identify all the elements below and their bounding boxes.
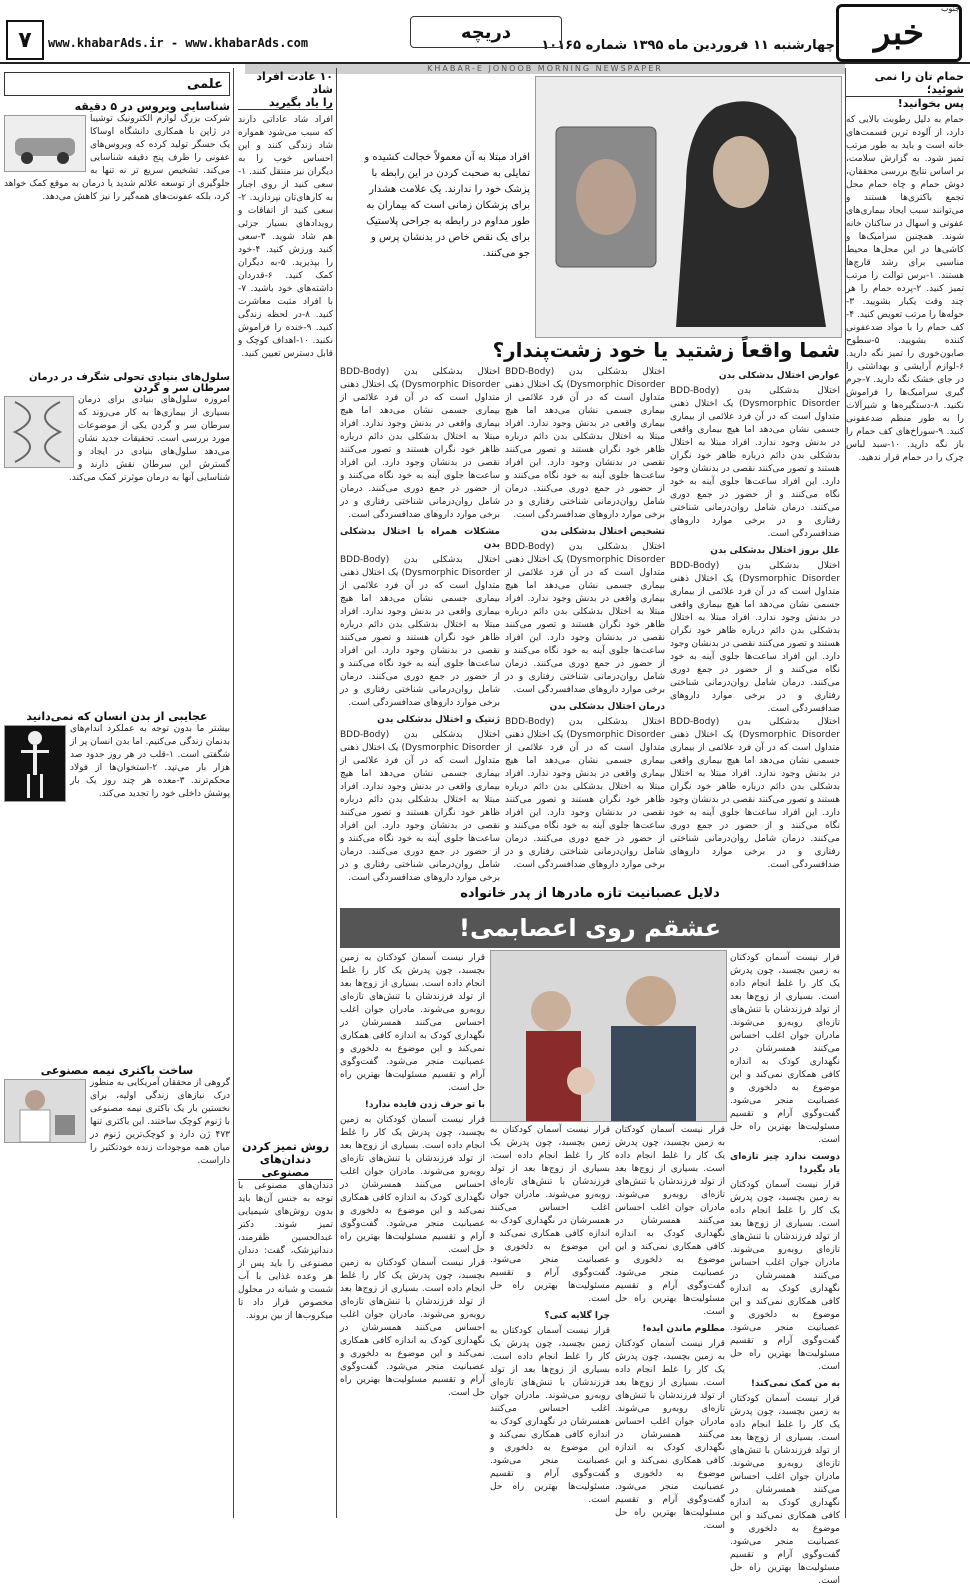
bathroom-body: حمام به دلیل رطوبت بالایی که دارد، از آلوده ترین قسمت‌های خانه است و باید به طور مرتب تمیز شود. به گزارش سلامت، بر اساس نتایج بررسی محققان، دوش حمام و چاه حمام محل تجمع باکتری‌ها هستند و می‌توانند سبب ایجاد بیماری‌های عفونی و اسهال در ساکنان خانه شوند. همچنین سرامیک‌ها و کاشی‌ها در این محل‌ها محیط مناسبی برای رشد قارچ‌ها هستند. ۱-برس توالت را مرتب تمیز کنید. ۲-پرده حمام را هر چند وقت یکبار بشویید. ۳-حوله‌ها را مرتب تعویض کنید. ۴-کف حمام را با مواد ضدعفونی کننده بشویید. ۵-سطوح صابون‌خوری را تمیز نگه دارید. ۶-لوازم آرایشی و بهداشتی را در جای خشک نگه دارید. ۷-جرم گیری سرامیک‌ها را فراموش نکنید. ۸-دستگیره‌ها و شیرآلات را به طور منظم ضدعفونی کنید. ۹-سوراخ‌های کف حمام را باز نگه دارید. ۱۰-سبد لباس چرک را در حمام قرار ندهید.: [846, 115, 965, 463]
feature-subhead-1: عوارض اختلال بدشکلی بدن: [718, 371, 840, 381]
family-image: [491, 951, 726, 1121]
feature-headline: شما واقعاً زشتید یا خود زشت‌پندار؟: [492, 338, 840, 362]
science-article-1: [4, 100, 230, 368]
bottom-subhead-1: دوست ندارد چیز تازه‌ای یاد بگیرد!: [730, 1152, 840, 1175]
feature-body-3: اختلال بدشکلی بدن (BDD-Body Dysmorphic Disorder) یک اختلال ذهنی متداول است که در آن فرد علائمی از بیماری جسمی نشان می‌دهد اما هیچ بیماری واقعی در بدنش وجود ندارد. افراد مبتلا به اختلال بدشکلی بدن دائم درباره ظاهر خود نگران هستند و تصور می‌کنند نقصی در بدنشان وجود دارد. این افراد ساعت‌ها جلوی آینه به خود نگاه می‌کنند و از حضور در جمع دوری می‌کنند. درمان شامل روان‌درمانی شناختی رفتاری و در برخی موارد داروهای ضدافسردگی است.: [340, 367, 500, 520]
feature-col-1: [670, 366, 840, 881]
bottom-headline: عشقم روی اعصابمی!: [340, 908, 840, 948]
logo-sub: جنوب: [940, 4, 960, 13]
article-4-title: ساخت باکتری نیمه مصنوعی: [40, 1064, 194, 1077]
habits-subtitle: را یاد بگیرید: [238, 96, 333, 110]
bottom-body-4c: قرار نیست آسمان کودکتان به زمین بچسبد، چون پدرش یک کار را غلط انجام داده است. بسیاری از زوج‌ها بعد از تولد فرزندشان با تنش‌های تازه‌ای روبه‌رو می‌شوند. مادران جوان اغلب احساس می‌کنند همسرشان در نگهداری کودک به اندازه کافی همکاری نمی‌کند و این موضوع به دلخوری و عصبانیت منجر می‌شود. گفت‌وگوی آرام و تقسیم مسئولیت‌ها بهترین راه حل است.: [340, 1258, 485, 1398]
habits-title: ۱۰ عادت افراد شاد: [256, 70, 333, 96]
woman-mirror-image: [536, 77, 841, 337]
article-3-body: بیشتر ما بدون توجه به عملکرد اندام‌های بدنمان زندگی می‌کنیم. اما بدن انسان پر از شگفتی است. ۱-قلب در هر روز حدود صد هزار بار می‌تپد. ۲-استخوان‌ها از فولاد محکم‌ترند. ۳-معده هر چند روز یک بار پوشش داخلی خود را تجدید می‌کند.: [70, 724, 231, 799]
science-label: علمی: [186, 76, 223, 92]
denture-title: روش تمیز کردن: [241, 1140, 330, 1153]
feature-subhead-3: تشخیص اختلال بدشکلی بدن: [541, 527, 665, 537]
bottom-subhead-4: چرا گلایه کنی؟: [544, 1311, 610, 1321]
family-photo: [490, 950, 727, 1122]
bathroom-article: [846, 70, 964, 1534]
bottom-body-4: قرار نیست آسمان کودکتان به زمین بچسبد، چون پدرش یک کار را غلط انجام داده است. بسیاری از زوج‌ها بعد از تولد فرزندشان با تنش‌های تازه‌ای روبه‌رو می‌شوند. مادران جوان اغلب احساس می‌کنند همسرشان در نگهداری کودک به اندازه کافی همکاری نمی‌کند و این موضوع به دلخوری و عصبانیت منجر می‌شود. گفت‌وگوی آرام و تقسیم مسئولیت‌ها بهترین راه حل است.: [340, 953, 485, 1093]
feature-body-2c: اختلال بدشکلی بدن (BDD-Body Dysmorphic Disorder) یک اختلال ذهنی متداول است که در آن فرد علائمی از بیماری جسمی نشان می‌دهد اما هیچ بیماری واقعی در بدنش وجود ندارد. افراد مبتلا به اختلال بدشکلی بدن دائم درباره ظاهر خود نگران هستند و تصور می‌کنند نقصی در بدنشان وجود دارد. این افراد ساعت‌ها جلوی آینه به خود نگاه می‌کنند و از حضور در جمع دوری می‌کنند. درمان شامل روان‌درمانی شناختی رفتاری و در برخی موارد داروهای ضدافسردگی است.: [505, 717, 665, 870]
bottom-body-4b: قرار نیست آسمان کودکتان به زمین بچسبد، چون پدرش یک کار را غلط انجام داده است. بسیاری از زوج‌ها بعد از تولد فرزندشان با تنش‌های تازه‌ای روبه‌رو می‌شوند. مادران جوان اغلب احساس می‌کنند همسرشان در نگهداری کودک به اندازه کافی همکاری نمی‌کند و این موضوع به دلخوری و عصبانیت منجر می‌شود. گفت‌وگوی آرام و تقسیم مسئولیت‌ها بهترین راه حل است.: [340, 1115, 485, 1255]
science-article-2: [4, 372, 230, 704]
feature-col-3: [340, 366, 500, 881]
habits-body-text: افراد شاد عاداتی دارند که سبب می‌شود همواره شاد زندگی کنند و این احساس خوب را به دیگران نیز منتقل کنند. ۱-سعی کنید از روی اجبار به کار‌های‌تان نپردازید. ۲-سعی کنید از اتفاقات و رویدادهای بسیار جزئی هم شاد شوید. ۳-سعی کنید ورزش کنید. ۴-خود را بپذیرید. ۵-به دیگران کمک کنید. ۶-قدردان داشته‌های خود باشید. ۷-با افراد مثبت معاشرت کنید. ۸-در لحظه زندگی کنید. ۹-خنده را فراموش نکنید. ۱۰-اهداف کوچک و قابل دسترس تعیین کنید.: [238, 115, 334, 359]
habits-article: [238, 70, 333, 1520]
bottom-kicker: دلایل عصبانیت تازه مادرها از پدر خانواده: [460, 886, 720, 901]
bottom-body-3b: قرار نیست آسمان کودکتان به زمین بچسبد، چون پدرش یک کار را غلط انجام داده است. بسیاری از زوج‌ها بعد از تولد فرزندشان با تنش‌های تازه‌ای روبه‌رو می‌شوند. مادران جوان اغلب احساس می‌کنند همسرشان در نگهداری کودک به اندازه کافی همکاری نمی‌کند و این موضوع به دلخوری و عصبانیت منجر می‌شود. گفت‌وگوی آرام و تقسیم مسئولیت‌ها بهترین راه حل است.: [490, 1326, 610, 1505]
bottom-subhead-5: با تو حرف زدن فایده ندارد!: [364, 1100, 485, 1110]
feature-subhead-2: علل بروز اختلال بدشکلی بدن: [710, 546, 840, 556]
bottom-subhead-3: مطلوم ماندن ایده!: [642, 1324, 725, 1334]
bathroom-title: حمام تان را نمی شوئید؛: [846, 70, 964, 97]
english-strip: KHABAR-E JONOOB MORNING NEWSPAPER: [245, 64, 845, 74]
feature-body-1c: اختلال بدشکلی بدن (BDD-Body Dysmorphic Disorder) یک اختلال ذهنی متداول است که در آن فرد علائمی از بیماری جسمی نشان می‌دهد اما هیچ بیماری واقعی در بدنش وجود ندارد. افراد مبتلا به اختلال بدشکلی بدن دائم درباره ظاهر خود نگران هستند و تصور می‌کنند نقصی در بدنشان وجود دارد. این افراد ساعت‌ها جلوی آینه به خود نگاه می‌کنند و از حضور در جمع دوری می‌کنند. درمان شامل روان‌درمانی شناختی رفتاری و در برخی موارد داروهای ضدافسردگی است.: [670, 717, 840, 870]
feature-body-1b: اختلال بدشکلی بدن (BDD-Body Dysmorphic Disorder) یک اختلال ذهنی متداول است که در آن فرد علائمی از بیماری جسمی نشان می‌دهد اما هیچ بیماری واقعی در بدنش وجود ندارد. افراد مبتلا به اختلال بدشکلی بدن دائم درباره ظاهر خود نگران هستند و تصور می‌کنند نقصی در بدنشان وجود دارد. این افراد ساعت‌ها جلوی آینه به خود نگاه می‌کنند و از حضور در جمع دوری می‌کنند. درمان شامل روان‌درمانی شناختی رفتاری و در برخی موارد داروهای ضدافسردگی است.: [670, 561, 840, 714]
bottom-body-1: قرار نیست آسمان کودکتان به زمین بچسبد، چون پدرش یک کار را غلط انجام داده است. بسیاری از زوج‌ها بعد از تولد فرزندشان با تنش‌های تازه‌ای روبه‌رو می‌شوند. مادران جوان اغلب احساس می‌کنند همسرشان در نگهداری کودک به اندازه کافی همکاری نمی‌کند و این موضوع به دلخوری و عصبانیت منجر می‌شود. گفت‌وگوی آرام و تقسیم مسئولیت‌ها بهترین راه حل است.: [730, 953, 840, 1145]
bottom-subhead-2: به من کمک نمی‌کند!: [750, 1379, 840, 1389]
bottom-col-4: [340, 952, 485, 1518]
bottom-col-3: [490, 1124, 610, 1518]
bottom-body-3: قرار نیست آسمان کودکتان به زمین بچسبد، چون پدرش یک کار را غلط انجام داده است. بسیاری از زوج‌ها بعد از تولد فرزندشان با تنش‌های تازه‌ای روبه‌رو می‌شوند. مادران جوان اغلب احساس می‌کنند همسرشان در نگهداری کودک به اندازه کافی همکاری نمی‌کند و این موضوع به دلخوری و عصبانیت منجر می‌شود. گفت‌وگوی آرام و تقسیم مسئولیت‌ها بهترین راه حل است.: [490, 1125, 610, 1304]
page-number: ۷: [6, 20, 44, 60]
science-section-bar: [4, 72, 230, 96]
science-article-4: [4, 1064, 230, 1457]
article-4-body: گروهی از محققان آمریکایی به منظور درک نیازهای زندگی اولیه، برای نخستین بار یک باکتری نیمه مصنوعی با ژنوم کوچک ساختند. این باکتری تنها ۴۷۳ ژن دارد و کوچک‌ترین ژنوم در میان همه موجودات زنده خودتکثیر را داراست.: [90, 1078, 230, 1166]
column-divider-2: [336, 68, 337, 1518]
denture-subtitle: دندان‌های مصنوعی: [238, 1153, 333, 1180]
feature-col-2: [505, 366, 665, 881]
science-article-3: [4, 710, 230, 1053]
denture-body: دندان‌های مصنوعی با توجه به جنس آن‌ها باید بدون روش‌های شیمیایی تمیز شوند. دکتر عبدالحسین ظفرمند، دندانپزشک، گفت: دندان مصنوعی را باید پس از هر وعده غذایی با آب شست و شبانه در محلول مخصوص قرار داد تا میکروب‌ها از بین بروند.: [238, 1181, 333, 1321]
feature-caption: افراد مبتلا به آن معمولاً خجالت کشیده و تمایلی به صحبت کردن در این رابطه با پزشک خود را ندارند. یک علامت هشدار برای پزشکان زمانی است که بیماران به طور مداوم در رابطه به جراحی پلاستیک برای یک نقص خاص در بدنشان پرس و جو می‌کنند.: [364, 152, 530, 259]
bottom-body-2b: قرار نیست آسمان کودکتان به زمین بچسبد، چون پدرش یک کار را غلط انجام داده است. بسیاری از زوج‌ها بعد از تولد فرزندشان با تنش‌های تازه‌ای روبه‌رو می‌شوند. مادران جوان اغلب احساس می‌کنند همسرشان در نگهداری کودک به اندازه کافی همکاری نمی‌کند و این موضوع به دلخوری و عصبانیت منجر می‌شود. گفت‌وگوی آرام و تقسیم مسئولیت‌ها بهترین راه حل است.: [615, 1339, 725, 1531]
habits-body: [238, 114, 333, 1134]
bottom-body-1b: قرار نیست آسمان کودکتان به زمین بچسبد، چون پدرش یک کار را غلط انجام داده است. بسیاری از زوج‌ها بعد از تولد فرزندشان با تنش‌های تازه‌ای روبه‌رو می‌شوند. مادران جوان اغلب احساس می‌کنند همسرشان در نگهداری کودک به اندازه کافی همکاری نمی‌کند و این موضوع به دلخوری و عصبانیت منجر می‌شود. گفت‌وگوی آرام و تقسیم مسئولیت‌ها بهترین راه حل است.: [730, 1180, 840, 1372]
article-3-title: عجایبی از بدن انسان که نمی‌دانید: [26, 710, 208, 723]
article-2-body: امروزه سلول‌های بنیادی برای درمان بسیاری از بیماری‌ها به کار می‌روند که سرطان سر و گردن یکی از موضوعات مورد بررسی است. تحقیقات جدید نشان می‌دهد سلول‌های بنیادی در ایجاد و گسترش این سرطان نقش دارند و شناسایی آنها به درمان موثرتر کمک می‌کند.: [68, 395, 230, 483]
issue-date: چهارشنبه ۱۱ فروردین ماه ۱۳۹۵ شماره ۱۰۱۶۵: [541, 38, 835, 53]
feature-body-2: اختلال بدشکلی بدن (BDD-Body Dysmorphic Disorder) یک اختلال ذهنی متداول است که در آن فرد علائمی از بیماری جسمی نشان می‌دهد اما هیچ بیماری واقعی در بدنش وجود ندارد. افراد مبتلا به اختلال بدشکلی بدن دائم درباره ظاهر خود نگران هستند و تصور می‌کنند نقصی در بدنشان وجود دارد. این افراد ساعت‌ها جلوی آینه به خود نگاه می‌کنند و از حضور در جمع دوری می‌کنند. درمان شامل روان‌درمانی شناختی رفتاری و در برخی موارد داروهای ضدافسردگی است.: [505, 367, 665, 520]
feature-subhead-6: ژنتیک و اختلال بدشکلی بدن: [377, 715, 500, 725]
feature-body-3c: اختلال بدشکلی بدن (BDD-Body Dysmorphic Disorder) یک اختلال ذهنی متداول است که در آن فرد علائمی از بیماری جسمی نشان می‌دهد اما هیچ بیماری واقعی در بدنش وجود ندارد. افراد مبتلا به اختلال بدشکلی بدن دائم درباره ظاهر خود نگران هستند و تصور می‌کنند نقصی در بدنشان وجود دارد. این افراد ساعت‌ها جلوی آینه به خود نگاه می‌کنند و از حضور در جمع دوری می‌کنند. درمان شامل روان‌درمانی شناختی رفتاری و در برخی موارد داروهای ضدافسردگی است.: [340, 730, 500, 883]
feature-photo: [535, 76, 842, 338]
bottom-col-2: [615, 1124, 725, 1531]
bathroom-subtitle: پس بخوانید!: [897, 97, 964, 110]
feature-body-3b: اختلال بدشکلی بدن (BDD-Body Dysmorphic Disorder) یک اختلال ذهنی متداول است که در آن فرد علائمی از بیماری جسمی نشان می‌دهد اما هیچ بیماری واقعی در بدنش وجود ندارد. افراد مبتلا به اختلال بدشکلی بدن دائم درباره ظاهر خود نگران هستند و تصور می‌کنند نقصی در بدنشان وجود دارد. این افراد ساعت‌ها جلوی آینه به خود نگاه می‌کنند و از حضور در جمع دوری می‌کنند. درمان شامل روان‌درمانی شناختی رفتاری و در برخی موارد داروهای ضدافسردگی است.: [340, 555, 500, 708]
bottom-body-1c: قرار نیست آسمان کودکتان به زمین بچسبد، چون پدرش یک کار را غلط انجام داده است. بسیاری از زوج‌ها بعد از تولد فرزندشان با تنش‌های تازه‌ای روبه‌رو می‌شوند. مادران جوان اغلب احساس می‌کنند همسرشان در نگهداری کودک به اندازه کافی همکاری نمی‌کند و این موضوع به دلخوری و عصبانیت منجر می‌شود. گفت‌وگوی آرام و تقسیم مسئولیت‌ها بهترین راه حل است.: [730, 1394, 840, 1586]
feature-subhead-4: درمان اختلال بدشکلی بدن: [549, 702, 665, 712]
section-title: دریچه: [410, 16, 562, 48]
feature-body-1: اختلال بدشکلی بدن (BDD-Body Dysmorphic Disorder) یک اختلال ذهنی متداول است که در آن فرد علائمی از بیماری جسمی نشان می‌دهد اما هیچ بیماری واقعی در بدنش وجود ندارد. افراد مبتلا به اختلال بدشکلی بدن دائم درباره ظاهر خود نگران هستند و تصور می‌کنند نقصی در بدنشان وجود دارد. این افراد ساعت‌ها جلوی آینه به خود نگاه می‌کنند و از حضور در جمع دوری می‌کنند. درمان شامل روان‌درمانی شناختی رفتاری و در برخی موارد داروهای ضدافسردگی است.: [670, 386, 840, 539]
logo-text: خبر: [873, 13, 925, 53]
article-1-title: شناسایی ویروس در ۵ دقیقه: [74, 100, 230, 113]
article-2-title: سلول‌های بنیادی تحولی شگرف در درمان سرطان سر و گردن: [29, 372, 230, 394]
bottom-col-1: [730, 952, 840, 1586]
column-divider-3: [233, 68, 234, 1518]
website-link[interactable]: www.khabarAds.ir - www.khabarAds.com: [48, 36, 309, 50]
feature-subhead-5: مشکلات همراه با اختلال بدشکلی بدن: [340, 527, 500, 550]
bottom-body-2: قرار نیست آسمان کودکتان به زمین بچسبد، چون پدرش یک کار را غلط انجام داده است. بسیاری از زوج‌ها بعد از تولد فرزندشان با تنش‌های تازه‌ای روبه‌رو می‌شوند. مادران جوان اغلب احساس می‌کنند همسرشان در نگهداری کودک به اندازه کافی همکاری نمی‌کند و این موضوع به دلخوری و عصبانیت منجر می‌شود. گفت‌وگوی آرام و تقسیم مسئولیت‌ها بهترین راه حل است.: [615, 1125, 725, 1317]
article-1-body: شرکت بزرگ لوازم الکترونیک توشیبا در ژاپن با همکاری دانشگاه اوساکا یک حسگر تولید کرده که ویروس‌های عفونی را ظرف پنج دقیقه شناسایی می‌کند. تشخیص سریع تر نه تنها به جلوگیری از توسعه علائم شدید یا درمان به موقع کمک خواهد کرد، بلکه عفونت‌های همه‌گیر را نیز کاهش می‌دهد.: [4, 114, 230, 202]
feature-body-2b: اختلال بدشکلی بدن (BDD-Body Dysmorphic Disorder) یک اختلال ذهنی متداول است که در آن فرد علائمی از بیماری جسمی نشان می‌دهد اما هیچ بیماری واقعی در بدنش وجود ندارد. افراد مبتلا به اختلال بدشکلی بدن دائم درباره ظاهر خود نگران هستند و تصور می‌کنند نقصی در بدنشان وجود دارد. این افراد ساعت‌ها جلوی آینه به خود نگاه می‌کنند و از حضور در جمع دوری می‌کنند. درمان شامل روان‌درمانی شناختی رفتاری و در برخی موارد داروهای ضدافسردگی است.: [505, 542, 665, 695]
masthead: [0, 0, 970, 64]
